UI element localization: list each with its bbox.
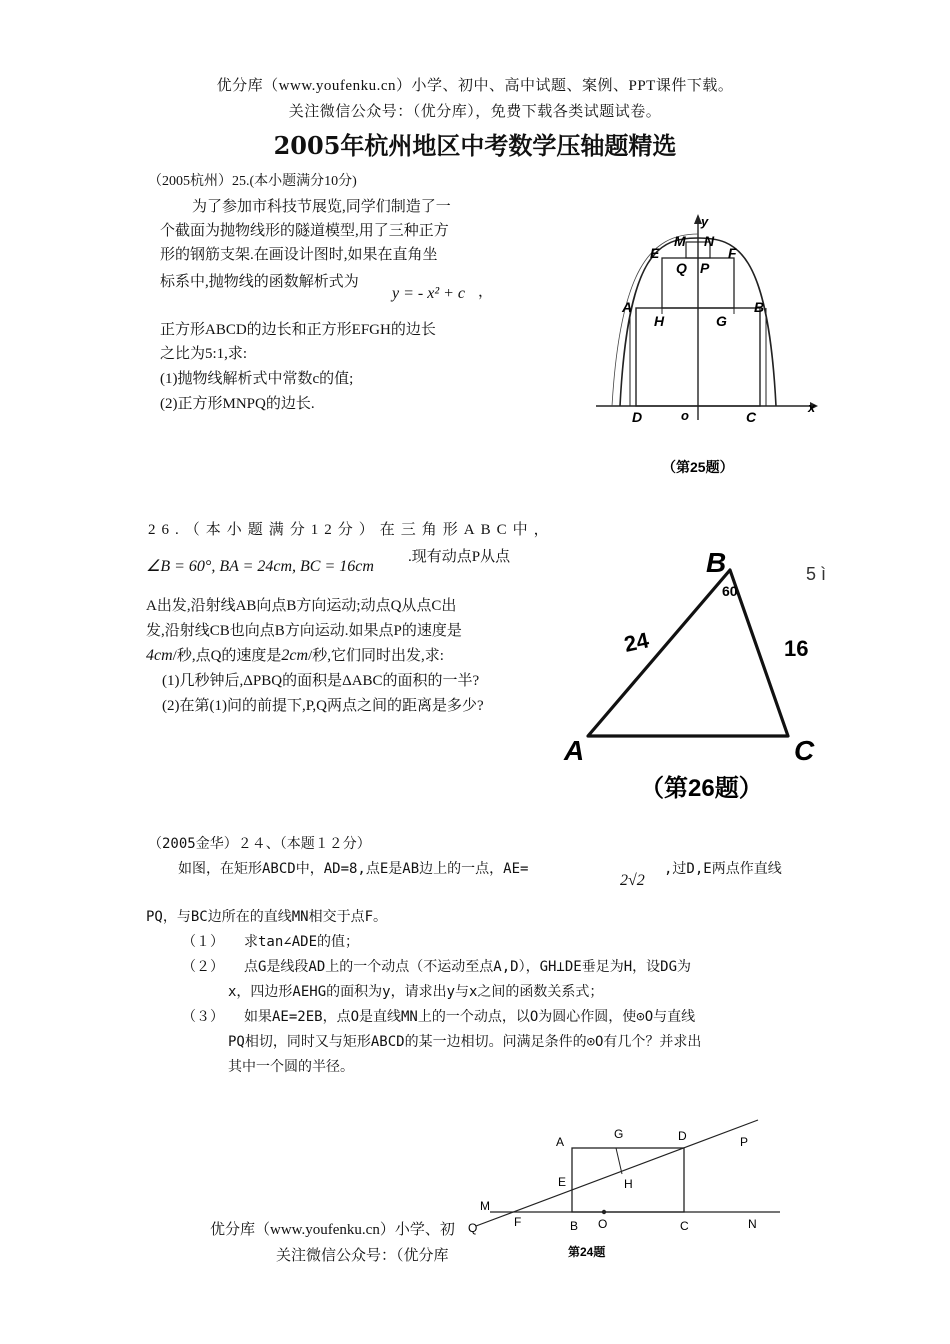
fig24-label-B: B: [570, 1219, 579, 1233]
q24-ae-value: 2√2: [620, 872, 645, 889]
q26-line-2-tail: .现有动点P从点: [408, 549, 511, 565]
fig25-label-y: y: [701, 214, 709, 229]
fig25-label-G: G: [716, 313, 727, 329]
q25-text-line: 个截面为抛物线形的隧道模型,用了三种正方: [160, 223, 449, 239]
footer-line-1: 优分库（www.youfenku.cn）小学、初: [210, 1222, 455, 1238]
fig25-label-B: B: [754, 299, 765, 315]
q24-rectangle-figure: [470, 1120, 790, 1260]
fig25-label-A: A: [622, 299, 633, 315]
fig25-label-N: N: [704, 233, 715, 249]
q26-line-5b: /秒,它们同时出发,求:: [308, 648, 444, 664]
fig25-label-o: o: [681, 408, 689, 423]
fig24-label-M: M: [480, 1199, 490, 1213]
q26-speed-p: 4cm: [146, 647, 173, 664]
fig26-label-A: A: [564, 735, 585, 766]
q25-parabola-figure: [590, 210, 830, 480]
q25-ask-1: (1)抛物线解析式中常数c的值;: [160, 371, 354, 387]
fig25-label-M: M: [674, 233, 686, 249]
fig25-label-P: P: [700, 260, 710, 276]
q26-line-3: A出发,沿射线AB向点B方向运动;动点Q从点C出: [146, 598, 457, 614]
q26-ask-1: (1)几秒钟后,ΔPBQ的面积是ΔABC的面积的一半?: [162, 673, 480, 689]
header-line-2: 关注微信公众号：（优分库），免费下载各类试题试卷。: [288, 104, 662, 120]
fig24-caption: 第24题: [568, 1245, 606, 1259]
fig24-label-C: C: [680, 1219, 689, 1233]
q24-line-1a: 如图，在矩形ABCD中，AD=8,点E是AB边上的一点，AE=: [178, 861, 529, 877]
fig25-label-H: H: [654, 313, 665, 329]
q24-item-1: 求tan∠ADE的值；: [244, 934, 360, 950]
q26-formula: ∠B = 60°, BA = 24cm, BC = 16cm: [146, 558, 374, 575]
q25-comma: ，: [478, 284, 494, 300]
fig24-label-O: O: [598, 1217, 608, 1231]
fig25-label-E: E: [650, 245, 660, 261]
q26-triangle-figure: [560, 540, 850, 810]
q24-line-2: PQ，与BC边所在的直线MN相交于点F。: [146, 909, 388, 925]
fig24-label-Q: Q: [468, 1221, 478, 1235]
fig26-label-C: C: [794, 735, 815, 766]
q24-item-3-num: （３）: [182, 1009, 224, 1025]
fig24-label-H: H: [624, 1177, 633, 1191]
fig26-side-ab: 24: [621, 627, 651, 657]
q25-text-line: 之比为5:1,求:: [160, 346, 248, 362]
q25-text-line: 标系中,抛物线的函数解析式为: [160, 274, 359, 290]
q24-item-3b: PQ相切，同时又与矩形ABCD的某一边相切。问满足条件的⊙O有几个？并求出: [228, 1034, 702, 1050]
header-line-1: 优分库（www.youfenku.cn）小学、初中、高中试题、案例、PPT课件下载。: [216, 78, 734, 94]
q24-line-1b: ,过D,E两点作直线: [664, 861, 782, 877]
fig26-note: 5 ì: [806, 564, 827, 584]
q24-source: （2005金华）２４、（本题１２分）: [148, 836, 371, 852]
q26-line-5a: /秒,点Q的速度是: [172, 648, 282, 664]
q26-ask-2: (2)在第(1)问的前提下,P,Q两点之间的距离是多少?: [162, 698, 484, 714]
fig24-label-N: N: [748, 1217, 757, 1231]
q24-item-3a: 如果AE=2EB，点O是直线MN上的一个动点，以O为圆心作圆，使⊙O与直线: [244, 1009, 696, 1025]
fig26-angle: 60: [722, 583, 738, 599]
fig24-label-F: F: [514, 1215, 522, 1229]
q25-formula: y = - x² + c: [392, 285, 466, 302]
fig24-label-G: G: [614, 1127, 624, 1141]
fig24-label-P: P: [740, 1135, 749, 1149]
fig24-label-E: E: [558, 1175, 567, 1189]
q26-line-1: 26.（本小题满分12分）在三角形ABC中，: [148, 522, 555, 538]
q25-source: （2005杭州）25.(本小题满分10分): [148, 174, 357, 189]
fig25-label-Q: Q: [676, 260, 687, 276]
fig26-side-bc: 16: [784, 636, 809, 661]
q25-text-line: 形的钢筋支架.在画设计图时,如果在直角坐: [160, 247, 438, 263]
q25-text-line: 正方形ABCD的边长和正方形EFGH的边长: [160, 322, 436, 338]
page-title: 2005年杭州地区中考数学压轴题精选: [273, 131, 677, 160]
fig24-label-D: D: [678, 1129, 687, 1143]
fig25-label-F: F: [728, 245, 737, 261]
fig25-label-C: C: [746, 409, 757, 425]
fig25-label-D: D: [632, 409, 643, 425]
q24-item-1-num: （１）: [182, 934, 224, 950]
q26-line-5: [146, 644, 444, 668]
fig25-caption: （第25题）: [662, 459, 734, 475]
q26-speed-q: 2cm: [281, 647, 309, 664]
fig24-label-A: A: [556, 1135, 565, 1149]
q24-item-3c: 其中一个圆的半径。: [228, 1059, 354, 1075]
fig25-label-x: x: [808, 400, 816, 415]
q24-item-2a: 点G是线段AD上的一个动点（不运动至点A,D），GH⊥DE垂足为H，设DG为: [244, 959, 692, 975]
q26-line-4: 发,沿射线CB也向点B方向运动.如果点P的速度是: [146, 623, 462, 639]
fig26-caption: （第26题）: [640, 775, 763, 802]
q25-text-line: 为了参加市科技节展览,同学们制造了一: [192, 199, 451, 215]
q24-item-2-num: （２）: [182, 959, 224, 975]
fig26-label-B: B: [706, 547, 727, 578]
footer-line-2: 关注微信公众号：（优分库: [276, 1248, 449, 1264]
q25-ask-2: (2)正方形MNPQ的边长.: [160, 396, 315, 412]
q24-item-2b: x，四边形AEHG的面积为y，请求出y与x之间的函数关系式；: [228, 984, 604, 1000]
